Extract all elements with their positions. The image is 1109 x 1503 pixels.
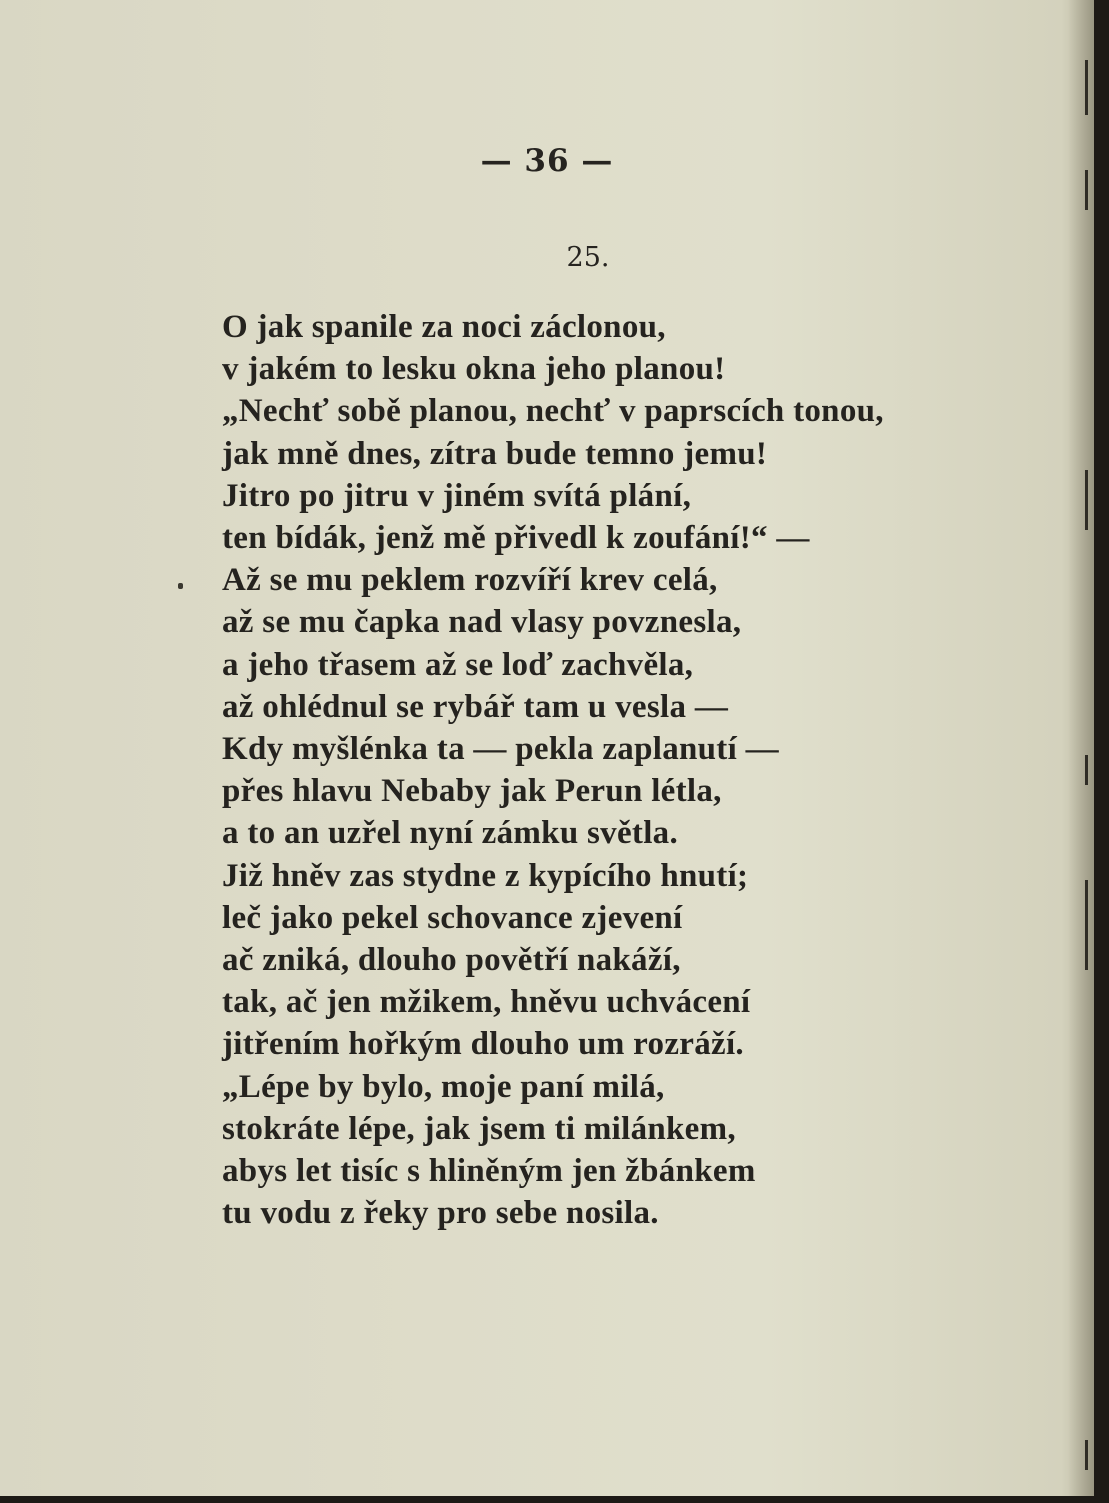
poem-line: a to an uzřel nyní zámku světla. [222, 815, 679, 852]
poem-line: „Nechť sobě planou, nechť v paprscích tonou, [222, 393, 884, 430]
poem-line: O jak spanile za noci záclonou, [222, 309, 666, 345]
poem-line: leč jako pekel schovance zjevení [222, 899, 683, 936]
poem-line: tak, ač jen mžikem, hněvu uchvácení [222, 984, 751, 1021]
poem-line: ač zniká, dlouho povětří nakáží, [222, 942, 681, 979]
poem-line: až ohlédnul se rybář tam u vesla — [222, 688, 729, 725]
poem-line: jak mně dnes, zítra bude temno jemu! [222, 435, 768, 472]
poem-line: tu vodu z řeky pro sebe nosila. [222, 1195, 659, 1232]
poem-line: Již hněv zas stydne z kypícího hnutí; [222, 857, 749, 894]
poem-line: a jeho třasem až se loď zachvěla, [222, 646, 694, 683]
poem-line: stokráte lépe, jak jsem ti milánkem, [222, 1110, 736, 1147]
poem-text [222, 306, 884, 1234]
poem-line: až se mu čapka nad vlasy povznesla, [222, 604, 742, 641]
binding-edge-mark [1085, 1440, 1088, 1470]
poem-line: Jitro po jitru v jiném svítá plání, [222, 477, 692, 514]
page-number: — 36 — [480, 143, 614, 179]
ink-speck [178, 583, 183, 589]
poem-line: jitřením hořkým dlouho um rozráží. [222, 1026, 744, 1063]
poem-line: abys let tisíc s hliněným jen žbánkem [222, 1153, 756, 1190]
poem-number: 25. [566, 242, 610, 273]
poem-line: Až se mu peklem rozvíří krev celá, [222, 562, 718, 599]
poem-line: „Lépe by bylo, moje paní milá, [222, 1068, 665, 1105]
poem-line: přes hlavu Nebaby jak Perun létla, [222, 773, 722, 810]
binding-edge-mark [1085, 755, 1088, 785]
binding-edge-mark [1085, 470, 1088, 530]
poem-line: ten bídák, jenž mě přivedl k zoufání!“ — [222, 520, 810, 557]
binding-edge-mark [1085, 170, 1088, 210]
binding-edge-mark [1085, 60, 1088, 115]
poem-line: v jakém to lesku okna jeho planou! [222, 351, 726, 388]
poem-line: Kdy myšlénka ta — pekla zaplanutí — [222, 731, 779, 768]
binding-edge-mark [1085, 880, 1088, 970]
